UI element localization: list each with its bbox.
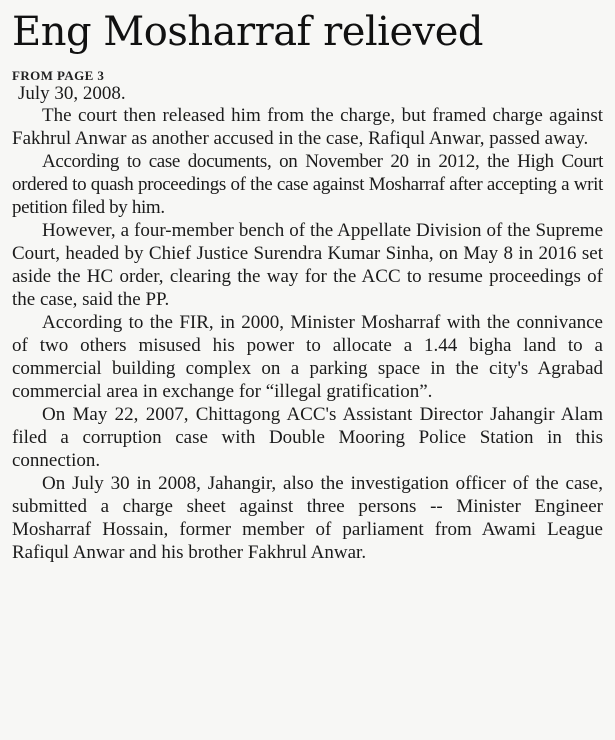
article-paragraph: According to case documents, on November 20 in 2012, the High Court ordered to quash proceedings of the case against Mosharraf after accepting a writ petition filed by him.: [12, 151, 603, 218]
article-paragraph: On July 30 in 2008, Jahangir, also the investigation officer of the case, submitted a charge sheet against three persons -- Minister Engineer Mosharraf Hossain, former member of parliament from Awami League Rafiqul Anwar and his brother Fakhrul Anwar.: [12, 473, 603, 563]
article-paragraph: The court then released him from the charge, but framed charge against Fakhrul Anwar as another accused in the case, Rafiqul Anwar, passed away.: [12, 105, 603, 149]
jump-line: FROM PAGE 3: [12, 68, 105, 83]
article-paragraph: On May 22, 2007, Chittagong ACC's Assistant Director Jahangir Alam filed a corruption case with Double Mooring Police Station in this connection.: [12, 404, 603, 471]
headline: Eng Mosharraf relieved: [12, 9, 483, 55]
article-paragraph: However, a four-member bench of the Appellate Division of the Supreme Court, headed by Chief Justice Surendra Kumar Sinha, on May 8 in 2016 set aside the HC order, clearing the way for the ACC to resume proceedings of the case, said the PP.: [12, 220, 603, 310]
article-paragraph: According to the FIR, in 2000, Minister Mosharraf with the connivance of two others misused his power to allocate a 1.44 bigha land to a commercial building complex on a parking space in the city's Agrabad commercial area in exchange for “illegal gratification”.: [12, 312, 603, 402]
dateline: July 30, 2008.: [18, 83, 126, 104]
